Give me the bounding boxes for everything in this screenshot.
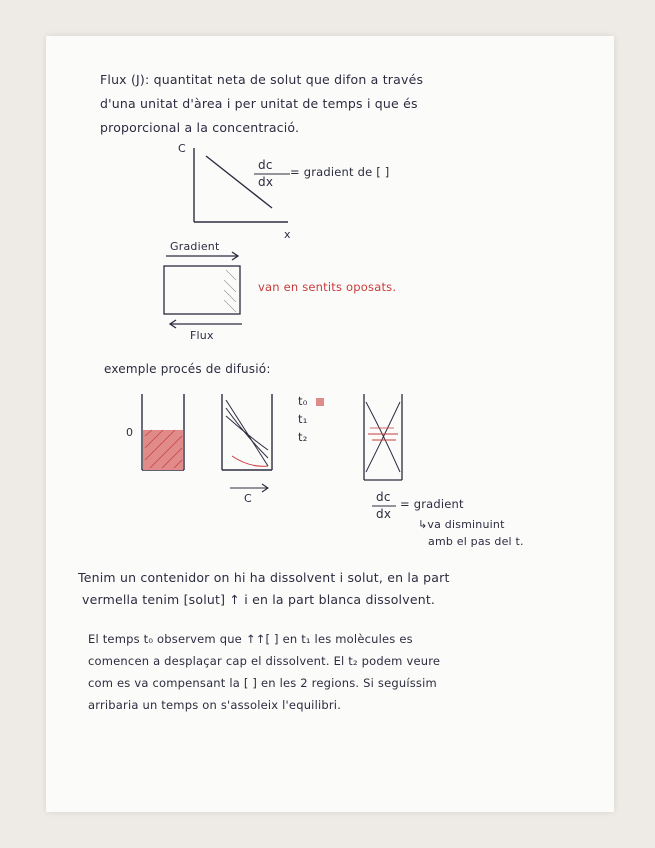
paragraph2-line4: arribaria un temps on s'assoleix l'equilibri.: [88, 698, 342, 712]
dcdx2-denominator: dx: [376, 507, 392, 521]
t0-color-marker: [316, 398, 324, 406]
dcdx-numerator: dc: [258, 158, 273, 172]
gradient-flux-diagram: [164, 252, 242, 328]
flux-definition-line3: proporcional a la concentració.: [100, 120, 300, 135]
paragraph2-line2: comencen a desplaçar cap el dissolvent. El t₂ podem veure: [88, 654, 441, 668]
axis-c-label: C: [178, 142, 186, 155]
t1-label: t₁: [298, 412, 308, 426]
gradient-definition: = gradient de [ ]: [290, 165, 390, 179]
axis-x-label: x: [284, 228, 291, 241]
dcdx-denominator: dx: [258, 175, 274, 189]
diagram-drawings: [46, 36, 614, 812]
gradient-label: Gradient: [170, 240, 220, 253]
paragraph2-line1: El temps t₀ observem que ↑↑[ ] en t₁ les molècules es: [88, 632, 413, 646]
t2-label: t₂: [298, 430, 308, 444]
container-t0: [142, 394, 184, 470]
paragraph1-line2: vermella tenim [solut] ↑ i en la part blanca dissolvent.: [82, 592, 436, 607]
paragraph2-line3: com es va compensant la [ ] en les 2 regions. Si seguíssim: [88, 676, 437, 690]
zero-label: 0: [126, 426, 134, 439]
flux-definition-line1: Flux (J): quantitat neta de solut que difon a través: [100, 72, 424, 87]
decrease-note-line2: amb el pas del t.: [428, 535, 524, 548]
container-profiles: [222, 394, 272, 492]
dcdx2-numerator: dc: [376, 490, 391, 504]
solute-region: [143, 430, 183, 470]
concentration-graph: [194, 148, 290, 222]
opposite-direction-note: van en sentits oposats.: [258, 280, 397, 294]
example-title: exemple procés de difusió:: [104, 362, 271, 376]
gradient-equation: = gradient: [400, 497, 464, 511]
t0-label: t₀: [298, 394, 308, 408]
membrane-box: [164, 266, 240, 314]
flux-definition-line2: d'una unitat d'àrea i per unitat de temps i que és: [100, 96, 418, 111]
box-shading: [224, 270, 236, 312]
decrease-note-line1: ↳va disminuint: [418, 518, 505, 531]
c-arrow-label: C: [244, 492, 252, 505]
notebook-page: [46, 36, 614, 812]
paragraph1-line1: Tenim un contenidor on hi ha dissolvent i solut, en la part: [78, 570, 450, 585]
flux-label: Flux: [190, 329, 214, 342]
